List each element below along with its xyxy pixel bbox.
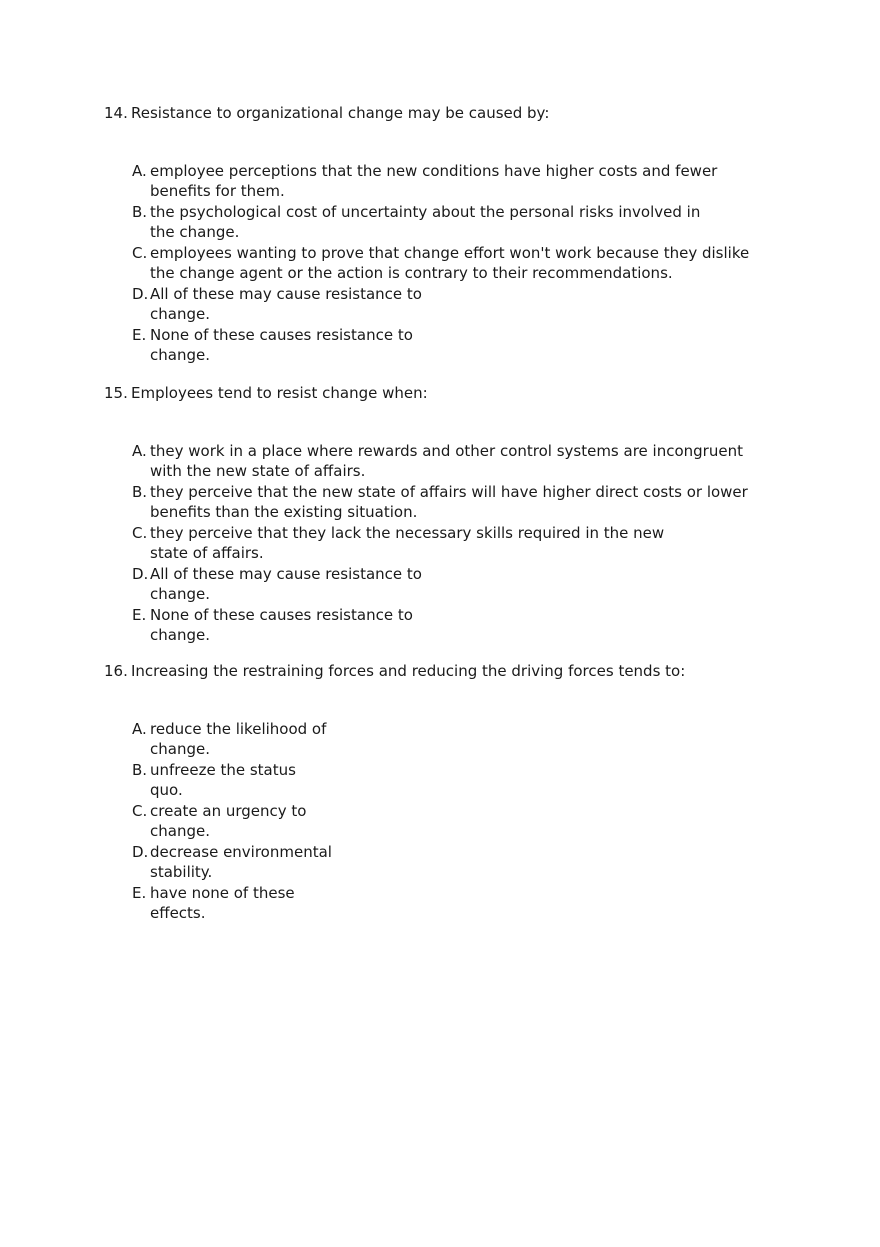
option-c: [132, 801, 784, 841]
option-line: quo.: [150, 781, 183, 799]
option-line: they work in a place where rewards and other control systems are incongruent: [150, 442, 743, 460]
question-text: Resistance to organizational change may be caused by:: [131, 104, 550, 122]
option-text: [150, 719, 326, 759]
option-text: [150, 801, 306, 841]
option-letter: B.: [132, 761, 148, 779]
option-a: [132, 161, 784, 201]
option-letter: B.: [132, 483, 148, 501]
option-e: [132, 325, 784, 365]
question-14: [104, 103, 784, 366]
option-letter: C.: [132, 802, 148, 820]
option-text: [150, 441, 743, 481]
question-text: Employees tend to resist change when:: [131, 384, 428, 402]
option-line: state of affairs.: [150, 544, 264, 562]
option-letter: A.: [132, 162, 147, 180]
option-d: [132, 564, 784, 604]
question-15: [104, 383, 784, 646]
answer-options: [132, 161, 784, 365]
option-text: [150, 523, 664, 563]
option-line: change.: [150, 346, 210, 364]
option-letter: C.: [132, 244, 148, 262]
question-stem: [104, 103, 784, 123]
option-text: [150, 564, 422, 604]
question-number: 14.: [104, 104, 128, 122]
option-line: with the new state of affairs.: [150, 462, 366, 480]
option-d: [132, 842, 784, 882]
option-d: [132, 284, 784, 324]
option-a: [132, 441, 784, 481]
question-text: Increasing the restraining forces and reducing the driving forces tends to:: [131, 662, 686, 680]
option-line: decrease environmental: [150, 843, 332, 861]
option-line: change.: [150, 740, 210, 758]
option-line: effects.: [150, 904, 206, 922]
option-text: [150, 284, 422, 324]
question-number: 16.: [104, 662, 128, 680]
question-stem: [104, 383, 784, 403]
option-e: [132, 605, 784, 645]
option-line: the change agent or the action is contrary to their recommendations.: [150, 264, 673, 282]
option-text: [150, 842, 332, 882]
question-16: [104, 661, 784, 924]
option-c: [132, 243, 784, 283]
option-line: the change.: [150, 223, 240, 241]
option-text: [150, 161, 717, 201]
option-line: None of these causes resistance to: [150, 326, 413, 344]
option-c: [132, 523, 784, 563]
answer-options: [132, 441, 784, 645]
option-letter: D.: [132, 843, 149, 861]
option-line: employees wanting to prove that change effort won't work because they dislike: [150, 244, 750, 262]
option-line: All of these may cause resistance to: [150, 565, 422, 583]
option-b: [132, 760, 784, 800]
option-line: they perceive that the new state of affairs will have higher direct costs or lower: [150, 483, 748, 501]
answer-options: [132, 719, 784, 923]
question-number: 15.: [104, 384, 128, 402]
option-text: [150, 325, 413, 365]
option-text: [150, 482, 748, 522]
option-text: [150, 605, 413, 645]
option-text: [150, 760, 296, 800]
option-line: stability.: [150, 863, 213, 881]
option-line: All of these may cause resistance to: [150, 285, 422, 303]
option-letter: A.: [132, 442, 147, 460]
option-e: [132, 883, 784, 923]
option-letter: D.: [132, 285, 149, 303]
question-stem: [104, 661, 784, 681]
option-text: [150, 243, 749, 283]
option-letter: A.: [132, 720, 147, 738]
option-line: create an urgency to: [150, 802, 307, 820]
option-text: [150, 202, 700, 242]
option-letter: E.: [132, 326, 147, 344]
option-letter: B.: [132, 203, 148, 221]
option-line: have none of these: [150, 884, 295, 902]
option-letter: D.: [132, 565, 149, 583]
option-line: employee perceptions that the new conditions have higher costs and fewer: [150, 162, 718, 180]
option-letter: C.: [132, 524, 148, 542]
option-line: benefits for them.: [150, 182, 285, 200]
option-line: None of these causes resistance to: [150, 606, 413, 624]
option-line: benefits than the existing situation.: [150, 503, 418, 521]
option-a: [132, 719, 784, 759]
option-line: change.: [150, 626, 210, 644]
option-line: they perceive that they lack the necessary skills required in the new: [150, 524, 665, 542]
option-line: change.: [150, 585, 210, 603]
option-line: change.: [150, 822, 210, 840]
option-letter: E.: [132, 606, 147, 624]
option-line: unfreeze the status: [150, 761, 296, 779]
option-line: change.: [150, 305, 210, 323]
option-b: [132, 482, 784, 522]
option-letter: E.: [132, 884, 147, 902]
option-line: reduce the likelihood of: [150, 720, 327, 738]
option-text: [150, 883, 295, 923]
option-b: [132, 202, 784, 242]
option-line: the psychological cost of uncertainty about the personal risks involved in: [150, 203, 701, 221]
